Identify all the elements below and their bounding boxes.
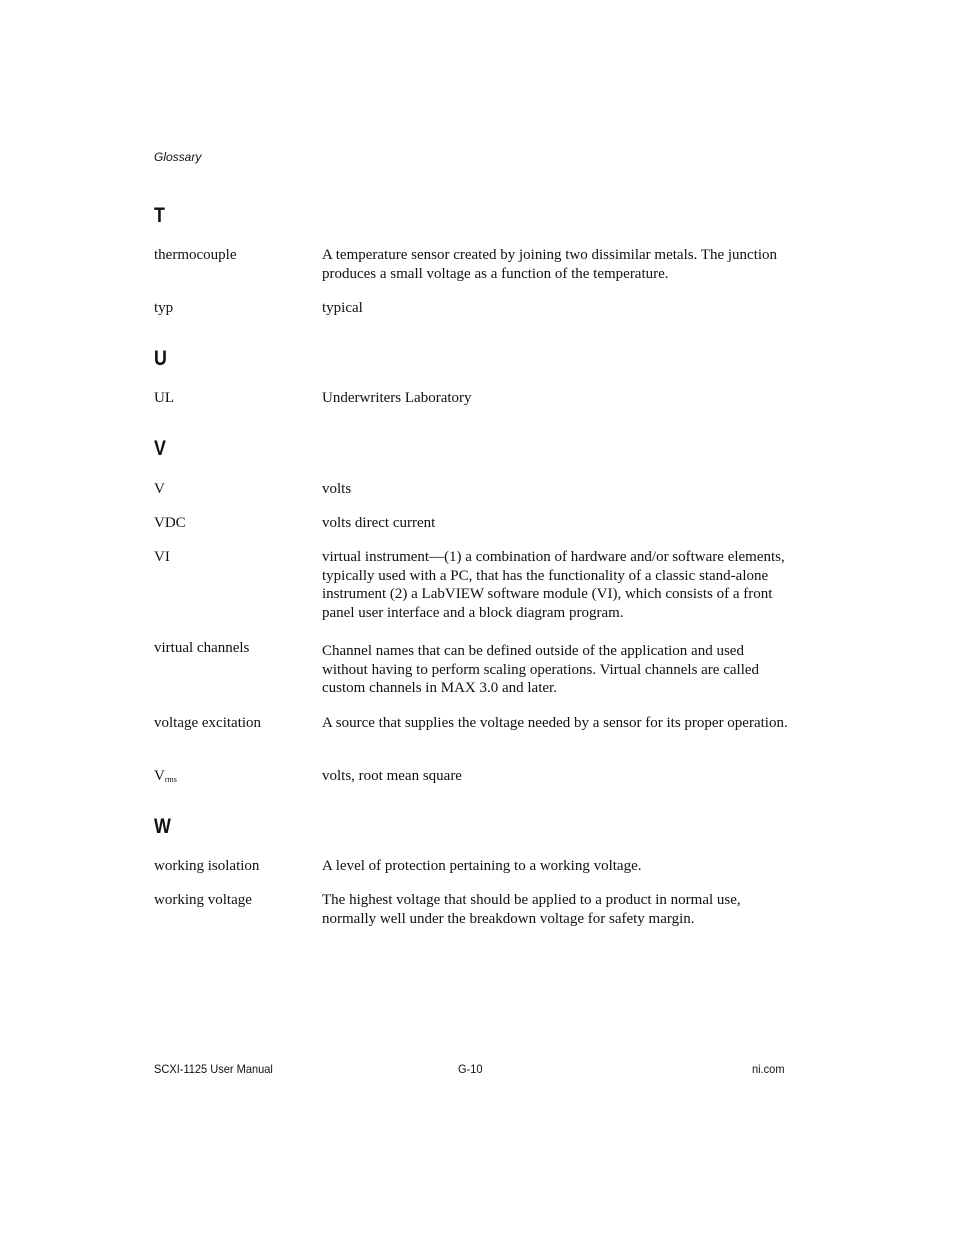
glossary-definition: typical (322, 300, 363, 316)
footer-page-number: G-10 (458, 1062, 483, 1076)
glossary-definition: Channel names that can be defined outside of the application and used without having to perform scaling operations. Virtual channels are called custom channels in MAX 3.0 and later. (322, 643, 760, 696)
glossary-term: virtual channels (154, 640, 250, 656)
section-letter-u: U (154, 347, 167, 370)
running-header: Glossary (154, 150, 202, 164)
section-letter-v: V (154, 437, 166, 460)
glossary-term: VDC (154, 515, 186, 531)
term-main: V (154, 768, 165, 784)
glossary-definition: A level of protection pertaining to a working voltage. (322, 858, 642, 874)
glossary-term: working isolation (154, 858, 260, 874)
term-subscript: rms (164, 775, 177, 784)
section-letter-w: W (154, 815, 171, 838)
glossary-term (154, 767, 177, 790)
glossary-term: working voltage (154, 892, 252, 908)
glossary-definition: virtual instrument—(1) a combination of hardware and/or software elements, typically used with a PC, that has the functionality of a classic stand-alone instrument (2) a LabVIEW software module (VI), which consists of a front panel user interface and a block diagram program. (322, 549, 785, 621)
glossary-term: typ (154, 300, 174, 316)
glossary-term: VI (154, 549, 170, 565)
glossary-definition: volts (322, 481, 352, 497)
glossary-definition: volts direct current (322, 515, 436, 531)
glossary-term: thermocouple (154, 247, 237, 263)
glossary-definition: volts, root mean square (322, 768, 462, 784)
glossary-term: voltage excitation (154, 715, 262, 731)
glossary-definition: The highest voltage that should be applied to a product in normal use, normally well under the breakdown voltage for safety margin. (322, 892, 741, 927)
footer-manual-title: SCXI-1125 User Manual (154, 1062, 273, 1076)
glossary-definition: A temperature sensor created by joining two dissimilar metals. The junction produces a small voltage as a function of the temperature. (322, 247, 778, 282)
glossary-term: V (154, 481, 165, 497)
glossary-definition: Underwriters Laboratory (322, 390, 472, 406)
footer-website: ni.com (752, 1062, 785, 1076)
glossary-definition: A source that supplies the voltage needed by a sensor for its proper operation. (322, 715, 788, 731)
section-letter-t: T (154, 204, 165, 227)
glossary-term: UL (154, 390, 174, 406)
